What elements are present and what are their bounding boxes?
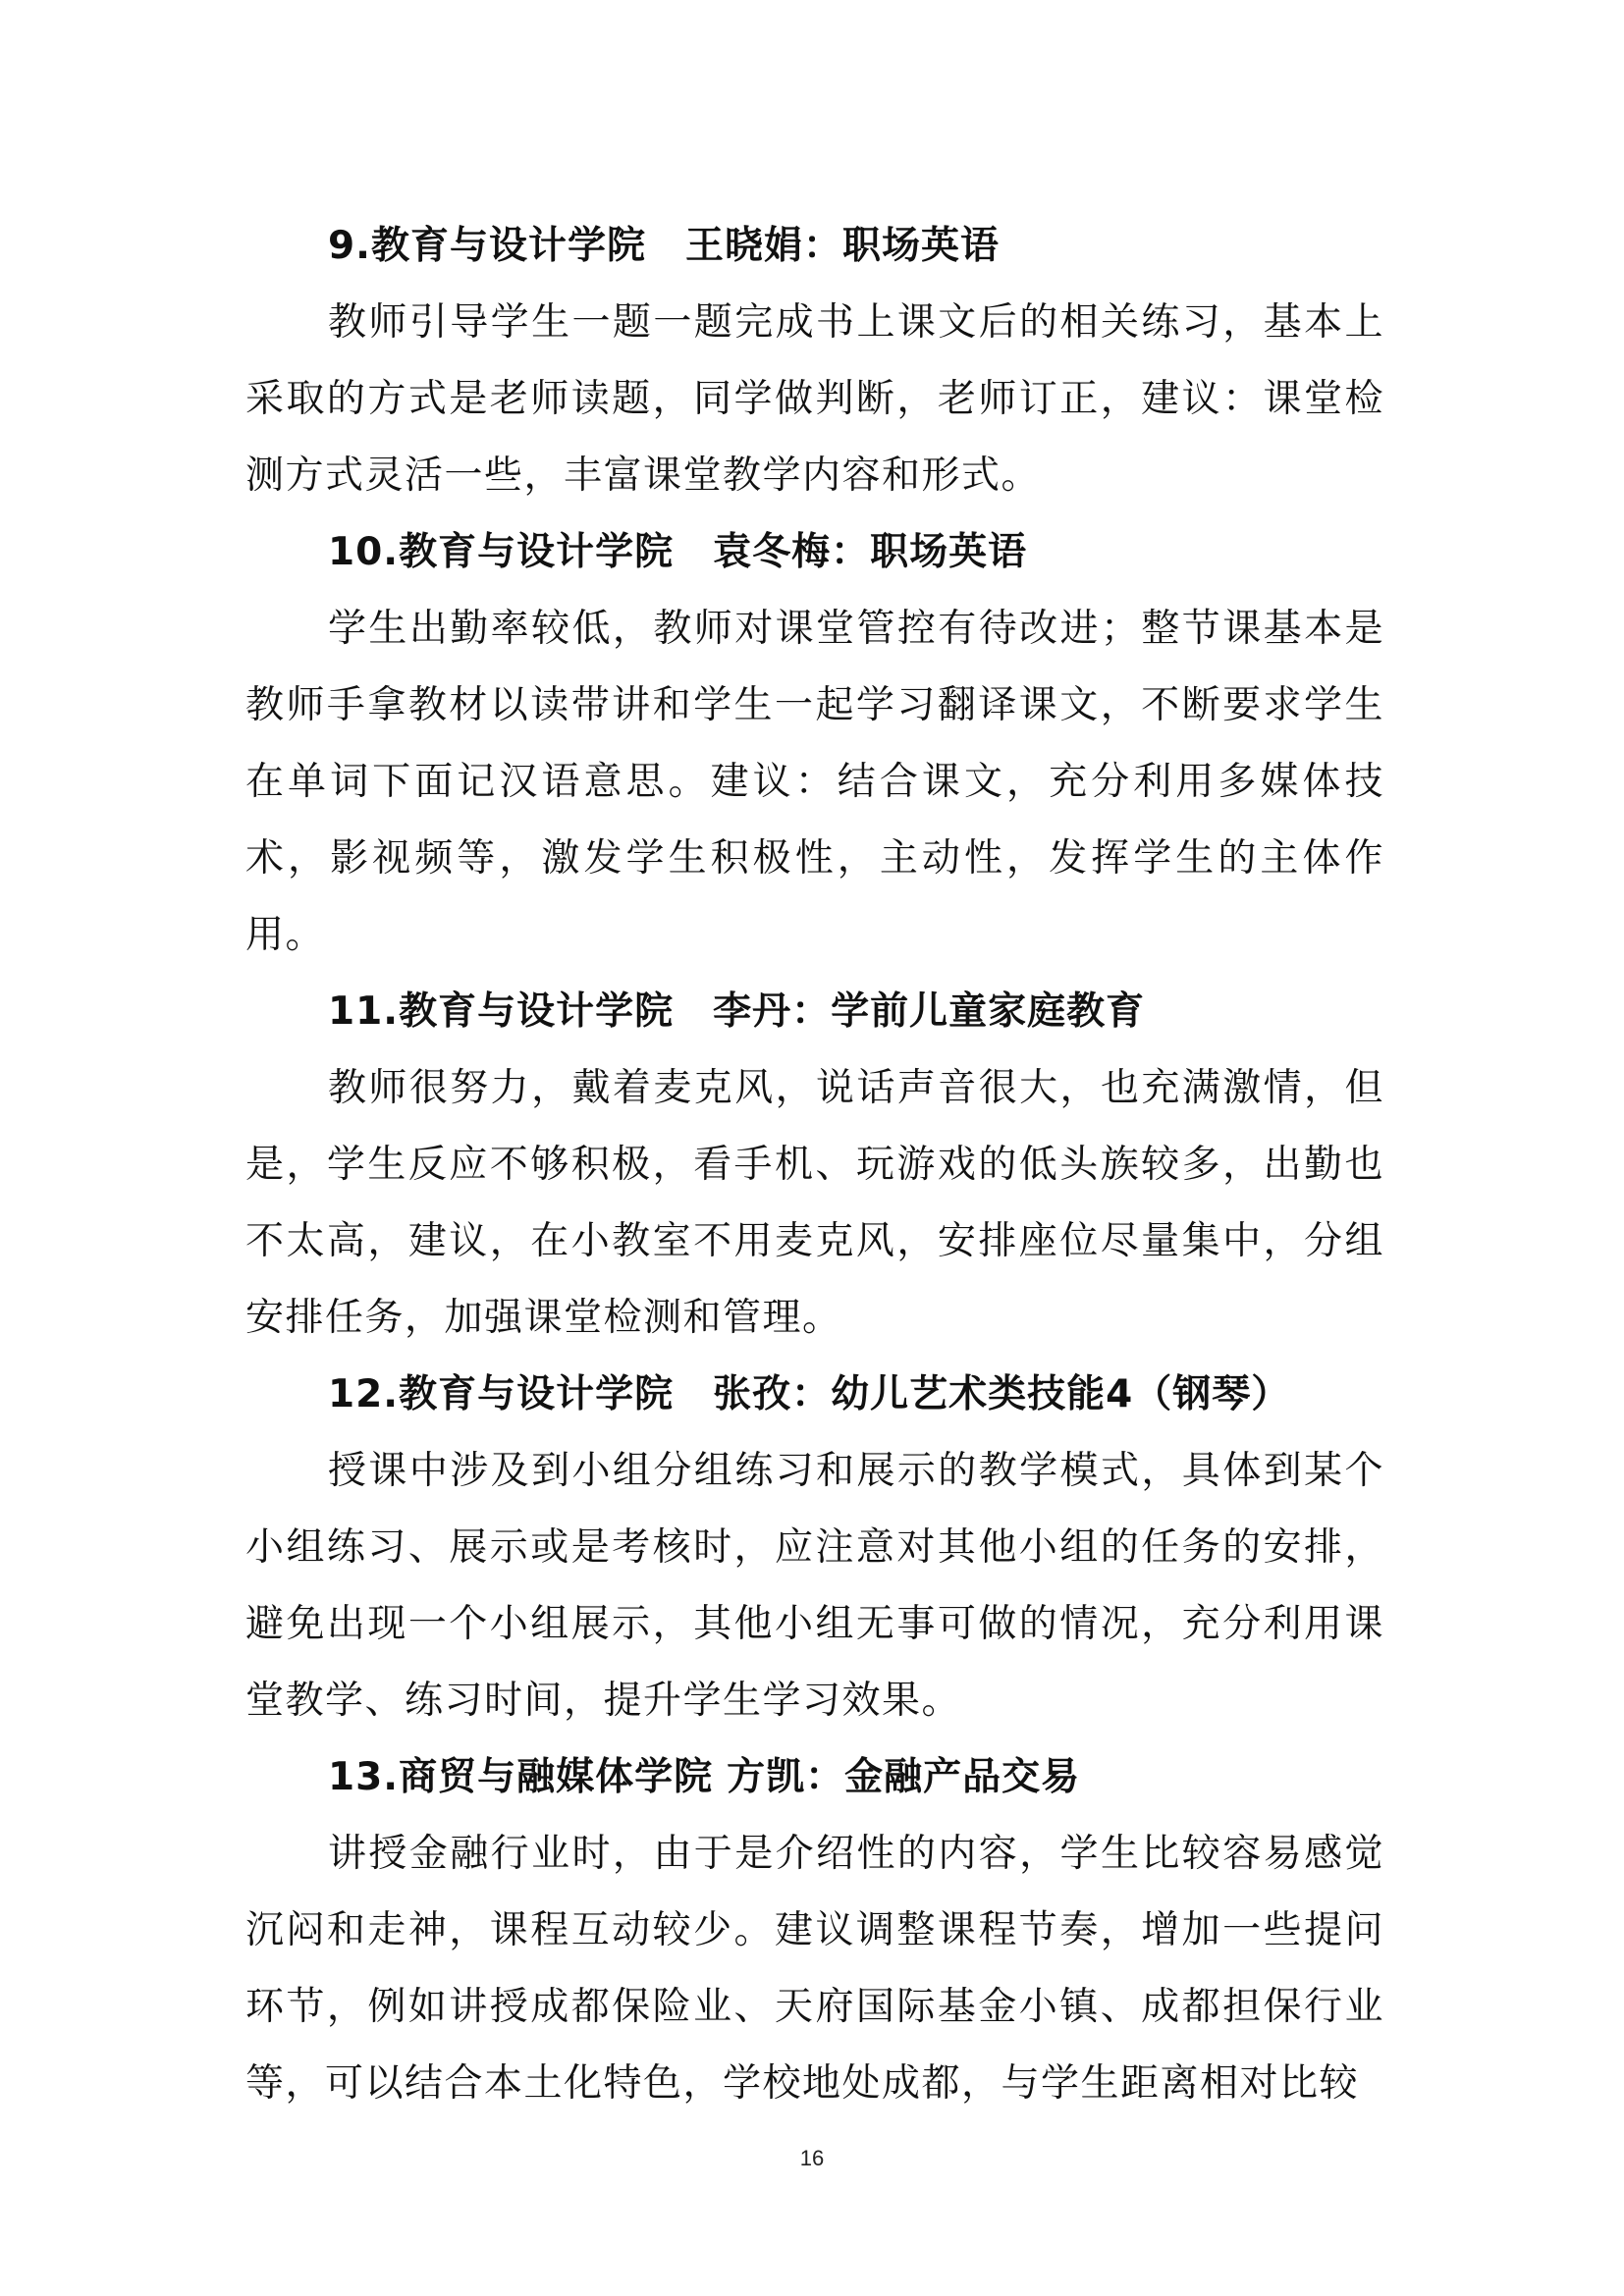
section-10 bbox=[245, 514, 1384, 974]
section-teacher-course: 张孜：幼儿艺术类技能4（钢琴） bbox=[713, 1372, 1291, 1416]
section-teacher-course: 方凯：金融产品交易 bbox=[727, 1755, 1081, 1799]
section-teacher-course: 王晓娟：职场英语 bbox=[684, 224, 1000, 268]
section-heading bbox=[245, 974, 1384, 1050]
section-number: 10. bbox=[328, 530, 400, 574]
section-body: 讲授金融行业时，由于是介绍性的内容，学生比较容易感觉沉闷和走神，课程互动较少。建议调整课程节奏，增加一些提问环节，例如讲授成都保险业、天府国际基金小镇、成都担保行业等，可以结合本土化特色，学校地处成都，与学生距离相对比较 bbox=[245, 1832, 1384, 2106]
section-college: 教育与设计学院 bbox=[370, 224, 646, 268]
section-heading bbox=[245, 1739, 1384, 1816]
page-number: 16 bbox=[799, 2146, 825, 2170]
section-body: 教师引导学生一题一题完成书上课文后的相关练习，基本上采取的方式是老师读题，同学做判断，老师订正，建议：课堂检测方式灵活一些，丰富课堂教学内容和形式。 bbox=[245, 300, 1384, 498]
section-teacher-course: 李丹：学前儿童家庭教育 bbox=[713, 989, 1146, 1034]
section-number: 9. bbox=[328, 224, 371, 268]
document-body bbox=[245, 208, 1384, 2122]
section-college: 教育与设计学院 bbox=[399, 989, 675, 1034]
section-12 bbox=[245, 1357, 1384, 1739]
section-college: 教育与设计学院 bbox=[399, 530, 675, 574]
section-13 bbox=[245, 1739, 1384, 2122]
section-college: 商贸与融媒体学院 bbox=[399, 1755, 714, 1799]
section-number: 11. bbox=[328, 989, 400, 1034]
section-body: 教师很努力，戴着麦克风，说话声音很大，也充满激情，但是，学生反应不够积极，看手机、玩游戏的低头族较多，出勤也不太高，建议，在小教室不用麦克风，安排座位尽量集中，分组安排任务，加强课堂检测和管理。 bbox=[245, 1066, 1384, 1340]
section-college: 教育与设计学院 bbox=[399, 1372, 675, 1416]
section-heading bbox=[245, 208, 1384, 285]
section-number: 12. bbox=[328, 1372, 400, 1416]
section-number: 13. bbox=[328, 1755, 400, 1799]
section-teacher-course: 袁冬梅：职场英语 bbox=[713, 530, 1028, 574]
section-11 bbox=[245, 974, 1384, 1357]
section-body: 学生出勤率较低，教师对课堂管控有待改进；整节课基本是教师手拿教材以读带讲和学生一起学习翻译课文，不断要求学生在单词下面记汉语意思。建议：结合课文，充分利用多媒体技术，影视频等，激发学生积极性，主动性，发挥学生的主体作用。 bbox=[245, 607, 1384, 957]
section-9 bbox=[245, 208, 1384, 514]
section-heading bbox=[245, 1357, 1384, 1433]
section-body: 授课中涉及到小组分组练习和展示的教学模式，具体到某个小组练习、展示或是考核时，应注意对其他小组的任务的安排，避免出现一个小组展示，其他小组无事可做的情况，充分利用课堂教学、练习时间，提升学生学习效果。 bbox=[245, 1449, 1384, 1723]
section-heading bbox=[245, 514, 1384, 591]
